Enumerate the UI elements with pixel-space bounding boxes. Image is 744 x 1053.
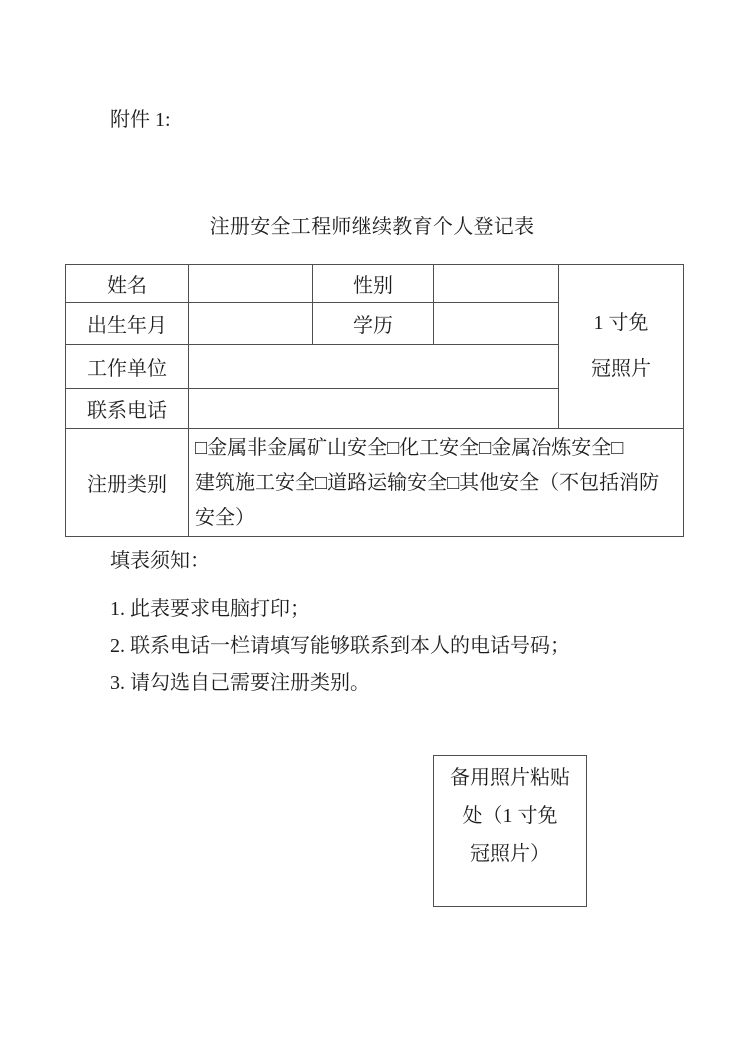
category-line: 安全） (195, 507, 255, 529)
note-item: 3. 请勾选自己需要注册类别。 (110, 672, 370, 694)
category-line: 建筑施工安全□道路运输安全□其他安全（不包括消防 (195, 472, 660, 494)
spare-photo-box-line: 备用照片粘贴 (450, 767, 570, 789)
notes-heading: 填表须知： (110, 550, 210, 572)
spare-photo-box (433, 755, 587, 907)
photo-cell-line: 1 寸免 (593, 312, 649, 334)
category-line: □金属非金属矿山安全□化工安全□金属冶炼安全□ (195, 437, 624, 459)
gender-label-cell: 性别 (313, 265, 434, 303)
registration-table (65, 264, 684, 537)
spare-photo-box-line: 处（1 寸免 (462, 805, 558, 827)
name-label-cell: 姓名 (66, 265, 189, 303)
education-label-cell: 学历 (313, 303, 434, 345)
note-item: 2. 联系电话一栏请填写能够联系到本人的电话号码； (110, 635, 570, 657)
notes-section (110, 551, 670, 710)
note-item: 1. 此表要求电脑打印； (110, 598, 310, 620)
table-row-name-gender (66, 265, 684, 303)
education-value-cell (434, 303, 559, 345)
birth-value-cell (189, 303, 313, 345)
employer-value-cell (189, 345, 559, 389)
attachment-label: 附件 1: (110, 109, 171, 131)
category-options-cell (189, 429, 684, 537)
category-label-cell: 注册类别 (66, 429, 189, 537)
phone-label-cell: 联系电话 (66, 389, 189, 429)
gender-value-cell (434, 265, 559, 303)
photo-cell-line: 冠照片 (591, 358, 651, 380)
table-row-category (66, 429, 684, 537)
name-value-cell (189, 265, 313, 303)
phone-value-cell (189, 389, 559, 429)
page-title: 注册安全工程师继续教育个人登记表 (209, 216, 535, 238)
employer-label-cell: 工作单位 (66, 345, 189, 389)
birth-label-cell: 出生年月 (66, 303, 189, 345)
spare-photo-box-line: 冠照片） (470, 843, 550, 865)
photo-placeholder-cell (559, 265, 684, 429)
